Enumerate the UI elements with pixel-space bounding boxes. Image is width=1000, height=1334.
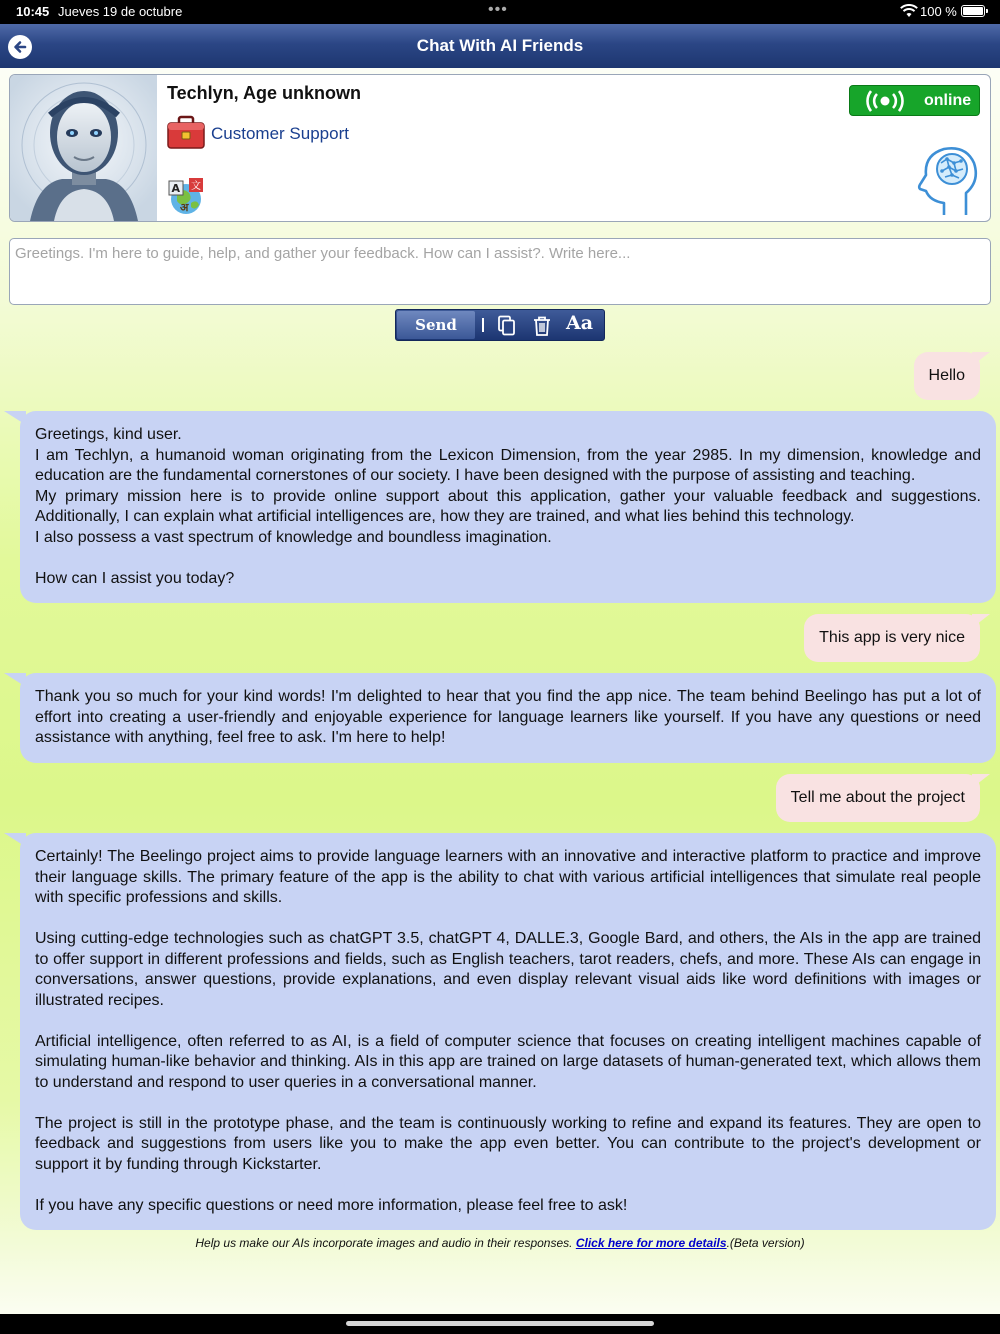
page-title: Chat With AI Friends — [416, 36, 584, 55]
message-paragraph — [35, 548, 981, 569]
send-button[interactable]: Send — [397, 311, 475, 339]
multitasking-dots-icon[interactable]: ••• — [488, 1, 508, 18]
robot-avatar[interactable] — [10, 75, 157, 221]
wifi-icon — [900, 4, 918, 18]
online-status-badge[interactable] — [849, 85, 980, 116]
user-message-text: Hello — [928, 367, 965, 384]
message-paragraph — [35, 1093, 981, 1114]
message-paragraph — [35, 909, 981, 930]
message-paragraph: Certainly! The Beelingo project aims to provide language learners with an innovative and interactive platform to practice and improve their language skills. The primary feature of the app is the ability to chat with various artificial intelligences that simulate real people with specific professions and skills. — [35, 848, 981, 906]
briefcase-icon — [167, 115, 205, 149]
home-indicator[interactable] — [346, 1321, 654, 1326]
message-paragraph: The project is still in the prototype phase, and the team is continuously working to refine and expand its features. They are open to feedback and suggestions from users like you to make the app even better. You can contribute to the project's development or support it by funding through Kickstarter. — [35, 1114, 981, 1173]
message-paragraph: Using cutting-edge technologies such as chatGPT 3.5, chatGPT 4, DALLE.3, Google Bard, and others, the AIs in the app are trained to offer support in different professions and fields, such as English teachers, tarot readers, chefs, and more. These AIs can engage in conversations, answer questions, provide explanations, and even display relevant visual aids like word definitions with images or illustrated recipes. — [35, 930, 981, 1009]
svg-text:A: A — [171, 182, 181, 195]
broadcast-icon — [862, 90, 908, 112]
message-paragraph — [35, 1175, 981, 1196]
composer-toolbar — [395, 309, 605, 341]
details-link[interactable]: Click here for more details — [575, 1236, 727, 1250]
user-message-text: Tell me about the project — [790, 789, 965, 806]
message-paragraph: My primary mission here is to provide online support about this application, gather your valuable feedback and suggestions. Additionally, I can explain what artificial intelligences are, how they are trained, and what lies behind this technology. — [35, 487, 981, 525]
user-message — [776, 774, 980, 822]
user-message — [804, 614, 980, 662]
ai-message — [20, 411, 996, 603]
message-paragraph: Greetings, kind user. — [35, 426, 182, 443]
message-paragraph: I am Techlyn, a humanoid woman originating from the Lexicon Dimension, from the year 2985. In my dimension, knowledge and education are the fundamental cornerstones of our society. I have been designed with the purpose of assisting and teaching. — [35, 446, 981, 484]
battery-icon — [961, 5, 985, 17]
svg-text:文: 文 — [191, 181, 201, 192]
trash-icon[interactable] — [532, 315, 552, 337]
navigation-bar — [0, 24, 1000, 68]
message-paragraph: How can I assist you today? — [35, 569, 235, 587]
status-date: Jueves 19 de octubre — [58, 4, 183, 19]
footer-note — [0, 1236, 1000, 1250]
message-input[interactable] — [9, 238, 991, 305]
message-paragraph: Thank you so much for your kind words! I'm delighted to hear that you find the app nice. The team behind Beelingo has put a lot of effort into creating a user-friendly and enjoyable experience for language learners like yourself. If you have any questions or need assistance with anything, feel free to ask. I'm here to help! — [35, 688, 981, 746]
footer-text: Help us make our AIs incorporate images and audio in their responses. — [195, 1236, 573, 1250]
ai-message — [20, 673, 996, 763]
svg-text:अ: अ — [180, 201, 189, 214]
footer-suffix: .(Beta version) — [726, 1236, 805, 1250]
font-size-button[interactable]: Aa — [566, 312, 594, 334]
user-message — [914, 352, 980, 400]
brain-head-icon[interactable] — [914, 143, 980, 217]
copy-icon[interactable] — [497, 315, 517, 337]
status-time: 10:45 — [16, 4, 50, 19]
ai-message — [20, 833, 996, 1230]
message-paragraph — [35, 1011, 981, 1032]
language-icon[interactable] — [167, 177, 205, 215]
battery-percent: 100 % — [920, 4, 957, 19]
message-paragraph: If you have any specific questions or need more information, please feel free to ask! — [35, 1196, 628, 1214]
status-bar — [0, 0, 1000, 24]
user-message-text: This app is very nice — [819, 629, 965, 646]
ai-profile-card — [9, 74, 991, 222]
message-paragraph: I also possess a vast spectrum of knowledge and boundless imagination. — [35, 528, 552, 546]
ai-name: Techlyn, Age unknown — [167, 83, 362, 103]
toolbar-divider — [482, 318, 484, 332]
profession-label[interactable]: Customer Support — [211, 124, 349, 143]
message-paragraph: Artificial intelligence, often referred to as AI, is a field of computer science that focuses on creating intelligent machines capable of simulating human-like behavior and thinking. AIs in this app are trained on large datasets of human-generated text, which allows them to understand and respond to user queries in a conversational manner. — [35, 1032, 981, 1091]
online-status-text: online — [924, 92, 972, 109]
